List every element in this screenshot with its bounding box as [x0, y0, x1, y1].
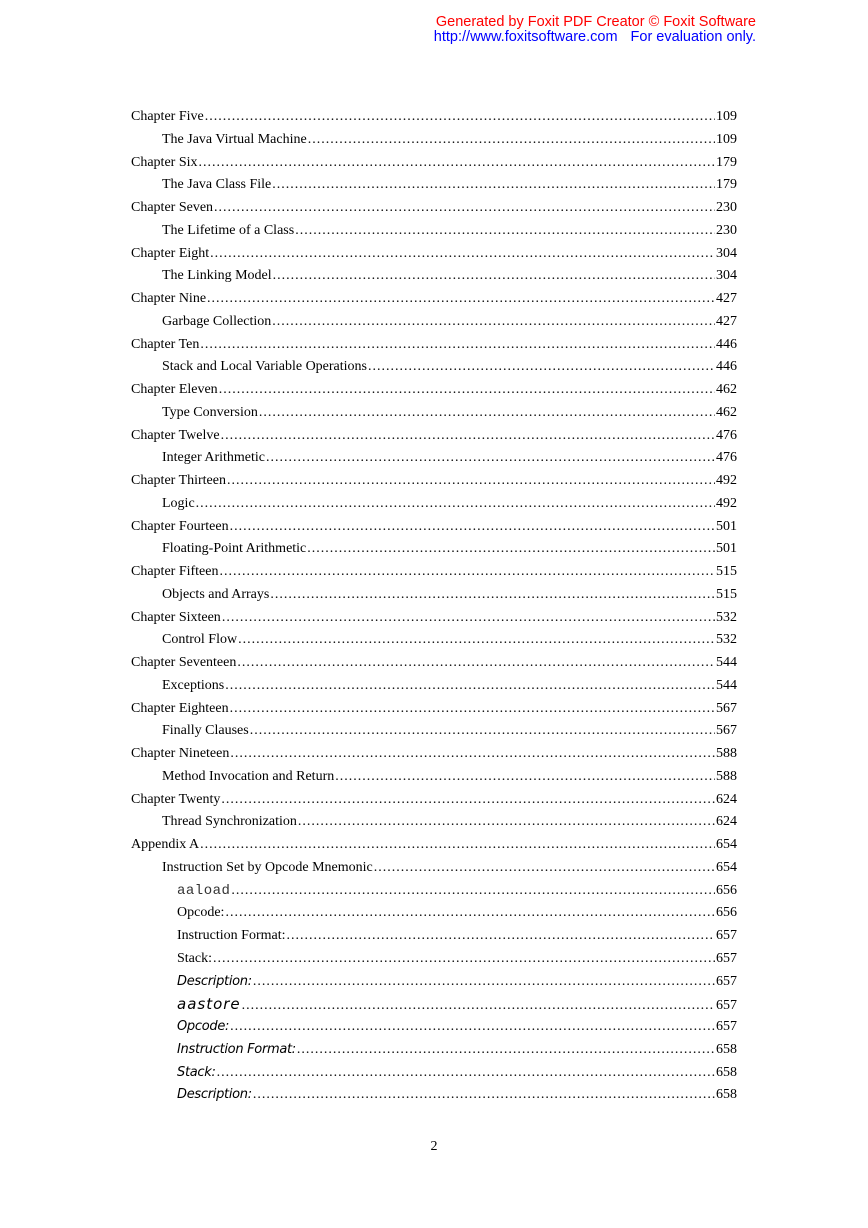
toc-chapter-entry[interactable] [131, 743, 737, 766]
toc-dot-leader [270, 584, 715, 607]
page-number: 2 [430, 1139, 438, 1154]
toc-entry-page: 588 [716, 746, 737, 761]
toc-dot-leader [221, 789, 715, 812]
toc-entry-label: Chapter Fourteen [131, 518, 229, 534]
toc-section-entry[interactable] [131, 766, 737, 789]
toc-entry-label: Finally Clauses [162, 723, 249, 739]
toc-dot-leader [374, 857, 715, 880]
toc-entry-page: 567 [716, 700, 737, 716]
toc-entry-page: 624 [716, 791, 737, 807]
watermark-line-2 [434, 30, 756, 45]
toc-entry-label: Stack: [177, 950, 212, 966]
toc-entry-page: 656 [716, 905, 737, 921]
toc-entry-label: Chapter Six [131, 154, 198, 170]
toc-section-entry[interactable] [131, 174, 737, 197]
toc-chapter-entry[interactable] [131, 561, 737, 584]
toc-entry-label: Chapter Eleven [131, 382, 218, 397]
toc-section-entry[interactable] [131, 971, 737, 994]
toc-dot-leader [225, 675, 715, 698]
toc-entry-page: 658 [716, 1087, 737, 1103]
toc-dot-leader [368, 356, 715, 379]
toc-entry-page: 427 [716, 291, 737, 306]
toc-section-entry[interactable] [131, 948, 737, 971]
toc-entry-page: 657 [716, 1019, 737, 1034]
toc-entry-label: Chapter Fifteen [131, 564, 219, 579]
foxit-watermark [434, 15, 756, 45]
toc-entry-page: 532 [716, 632, 737, 648]
toc-dot-leader [272, 311, 715, 334]
toc-entry-label: The Java Virtual Machine [162, 131, 307, 147]
toc-dot-leader [238, 629, 715, 652]
toc-dot-leader [210, 243, 715, 266]
toc-entry-page: 179 [716, 177, 737, 193]
toc-entry-label: Chapter Sixteen [131, 609, 221, 625]
toc-section-entry[interactable] [131, 493, 737, 516]
toc-dot-leader [230, 698, 715, 721]
toc-entry-page: 624 [716, 814, 737, 830]
toc-entry-page: 462 [716, 382, 737, 397]
toc-entry-label: Chapter Ten [131, 336, 200, 352]
toc-dot-leader [196, 493, 715, 516]
toc-dot-leader [225, 902, 715, 925]
toc-dot-leader [297, 1039, 715, 1062]
toc-entry-page: 446 [716, 336, 737, 352]
toc-entry-page: 492 [716, 473, 737, 488]
toc-entry-label: Chapter Eight [131, 245, 210, 261]
toc-section-entry[interactable] [131, 538, 737, 561]
watermark-url[interactable]: http://www.foxitsoftware.com [433, 29, 618, 45]
toc-entry-label: Instruction Format: [177, 1041, 296, 1057]
toc-entry-label: Appendix A [131, 837, 200, 852]
toc-entry-label: Method Invocation and Return [162, 768, 335, 784]
toc-dot-leader [307, 538, 715, 561]
toc-entry-label: Chapter Nine [131, 291, 207, 306]
toc-entry-label: The Linking Model [162, 268, 272, 284]
toc-section-entry[interactable] [131, 675, 737, 698]
toc-dot-leader [230, 516, 715, 539]
toc-section-entry[interactable] [131, 993, 737, 1016]
toc-entry-label: Opcode: [177, 1019, 230, 1034]
toc-entry-page: 492 [716, 495, 737, 511]
toc-dot-leader [230, 743, 715, 766]
toc-entry-page: 658 [716, 1041, 737, 1057]
toc-section-entry[interactable] [131, 356, 737, 379]
toc-chapter-entry[interactable] [131, 106, 737, 129]
toc-entry-page: 427 [716, 313, 737, 329]
toc-dot-leader [242, 995, 715, 1018]
toc-chapter-entry[interactable] [131, 789, 737, 812]
toc-entry-label: Chapter Nineteen [131, 746, 230, 761]
toc-entry-page: 658 [716, 1064, 737, 1080]
toc-entry-page: 501 [716, 518, 737, 534]
toc-entry-page: 544 [716, 677, 737, 693]
toc-entry-page: 588 [716, 768, 737, 784]
toc-entry-label: Integer Arithmetic [162, 450, 266, 466]
toc-entry-label: Description: [177, 1087, 252, 1103]
toc-entry-page: 304 [716, 245, 737, 261]
toc-section-entry[interactable] [131, 447, 737, 470]
watermark-note: For evaluation only. [630, 29, 756, 45]
toc-dot-leader [205, 106, 715, 129]
toc-dot-leader [253, 1084, 715, 1107]
toc-dot-leader [230, 1016, 715, 1039]
toc-chapter-entry[interactable] [131, 152, 737, 175]
toc-dot-leader [259, 402, 715, 425]
toc-section-entry[interactable] [131, 880, 737, 903]
toc-section-entry[interactable] [131, 720, 737, 743]
toc-section-entry[interactable] [131, 311, 737, 334]
toc-entry-label: Description: [177, 973, 252, 989]
toc-dot-leader [219, 379, 715, 402]
toc-entry-page: 476 [716, 427, 737, 443]
toc-entry-label: Chapter Twenty [131, 791, 221, 807]
toc-entry-label: aastore [177, 995, 241, 1014]
toc-dot-leader [207, 288, 715, 311]
toc-dot-leader [219, 561, 715, 584]
toc-entry-page: 179 [716, 154, 737, 170]
toc-entry-label: Garbage Collection [162, 313, 272, 329]
toc-entry-label: Type Conversion [162, 404, 258, 420]
toc-entry-page: 501 [716, 541, 737, 557]
toc-entry-page: 515 [716, 564, 737, 579]
toc-section-entry[interactable] [131, 402, 737, 425]
toc-entry-label: Floating-Point Arithmetic [162, 541, 307, 557]
toc-entry-label: Stack: [177, 1064, 216, 1080]
toc-section-entry[interactable] [131, 265, 737, 288]
toc-dot-leader [214, 197, 715, 220]
toc-section-entry[interactable] [131, 857, 737, 880]
toc-dot-leader [213, 948, 715, 971]
toc-dot-leader [298, 811, 715, 834]
toc-chapter-entry[interactable] [131, 425, 737, 448]
toc-section-entry[interactable] [131, 129, 737, 152]
toc-dot-leader [335, 766, 715, 789]
toc-entry-label: Instruction Set by Opcode Mnemonic [162, 859, 373, 875]
toc-entry-page: 532 [716, 609, 737, 625]
toc-entry-label: Chapter Seven [131, 200, 214, 215]
watermark-line-1: Generated by Foxit PDF Creator © Foxit Software [435, 14, 756, 30]
toc-entry-label: aaload [177, 882, 231, 899]
toc-entry-label: The Java Class File [162, 177, 272, 193]
toc-entry-label: Chapter Five [131, 109, 204, 124]
toc-entry-page: 476 [716, 450, 737, 466]
toc-entry-page: 654 [716, 837, 737, 852]
toc-entry-page: 657 [716, 998, 737, 1014]
toc-chapter-entry[interactable] [131, 470, 737, 493]
toc-entry-page: 544 [716, 655, 737, 670]
toc-dot-leader [231, 880, 715, 903]
toc-entry-page: 304 [716, 268, 737, 284]
toc-entry-page: 654 [716, 859, 737, 875]
toc-dot-leader [227, 470, 715, 493]
toc-dot-leader [222, 607, 715, 630]
toc-dot-leader [237, 652, 715, 675]
toc-section-entry[interactable] [131, 1039, 737, 1062]
toc-entry-page: 230 [716, 200, 737, 215]
table-of-contents [131, 106, 737, 1107]
toc-entry-label: Chapter Twelve [131, 427, 220, 443]
toc-section-entry[interactable] [131, 1062, 737, 1085]
toc-entry-label: Instruction Format: [177, 928, 286, 943]
toc-section-entry[interactable] [131, 811, 737, 834]
toc-entry-page: 230 [716, 222, 737, 238]
toc-chapter-entry[interactable] [131, 652, 737, 675]
toc-chapter-entry[interactable] [131, 379, 737, 402]
toc-entry-label: Chapter Seventeen [131, 655, 237, 670]
toc-dot-leader [272, 174, 715, 197]
toc-entry-page: 657 [716, 973, 737, 989]
toc-dot-leader [308, 129, 715, 152]
toc-section-entry[interactable] [131, 1016, 737, 1039]
toc-dot-leader [200, 334, 715, 357]
toc-entry-page: 515 [716, 586, 737, 602]
toc-entry-label: Stack and Local Variable Operations [162, 359, 368, 375]
toc-chapter-entry[interactable] [131, 197, 737, 220]
toc-entry-page: 657 [716, 928, 737, 943]
toc-entry-page: 567 [716, 723, 737, 739]
toc-section-entry[interactable] [131, 902, 737, 925]
toc-entry-label: Chapter Thirteen [131, 473, 226, 488]
toc-entry-label: Control Flow [162, 632, 238, 648]
toc-dot-leader [221, 425, 715, 448]
toc-dot-leader [253, 971, 715, 994]
toc-section-entry[interactable] [131, 1084, 737, 1107]
toc-chapter-entry[interactable] [131, 834, 737, 857]
toc-dot-leader [273, 265, 715, 288]
toc-entry-label: The Lifetime of a Class [162, 222, 295, 238]
toc-section-entry[interactable] [131, 584, 737, 607]
toc-chapter-entry[interactable] [131, 243, 737, 266]
toc-dot-leader [250, 720, 715, 743]
toc-chapter-entry[interactable] [131, 516, 737, 539]
toc-entry-label: Exceptions [162, 677, 225, 693]
toc-chapter-entry[interactable] [131, 607, 737, 630]
toc-dot-leader [217, 1062, 715, 1085]
toc-dot-leader [295, 220, 715, 243]
toc-entry-label: Chapter Eighteen [131, 700, 229, 716]
toc-chapter-entry[interactable] [131, 288, 737, 311]
toc-dot-leader [199, 152, 716, 175]
toc-section-entry[interactable] [131, 220, 737, 243]
toc-entry-page: 109 [716, 109, 737, 124]
toc-section-entry[interactable] [131, 629, 737, 652]
toc-chapter-entry[interactable] [131, 698, 737, 721]
toc-chapter-entry[interactable] [131, 334, 737, 357]
toc-entry-label: Objects and Arrays [162, 586, 270, 602]
toc-entry-page: 446 [716, 359, 737, 375]
toc-entry-page: 462 [716, 404, 737, 420]
toc-dot-leader [287, 925, 716, 948]
toc-entry-label: Thread Synchronization [162, 814, 297, 830]
toc-dot-leader [266, 447, 715, 470]
toc-entry-page: 656 [716, 882, 737, 898]
toc-entry-page: 109 [716, 131, 737, 147]
toc-section-entry[interactable] [131, 925, 737, 948]
toc-entry-label: Logic [162, 495, 195, 511]
toc-entry-label: Opcode: [177, 905, 225, 921]
toc-dot-leader [200, 834, 715, 857]
toc-entry-page: 657 [716, 950, 737, 966]
